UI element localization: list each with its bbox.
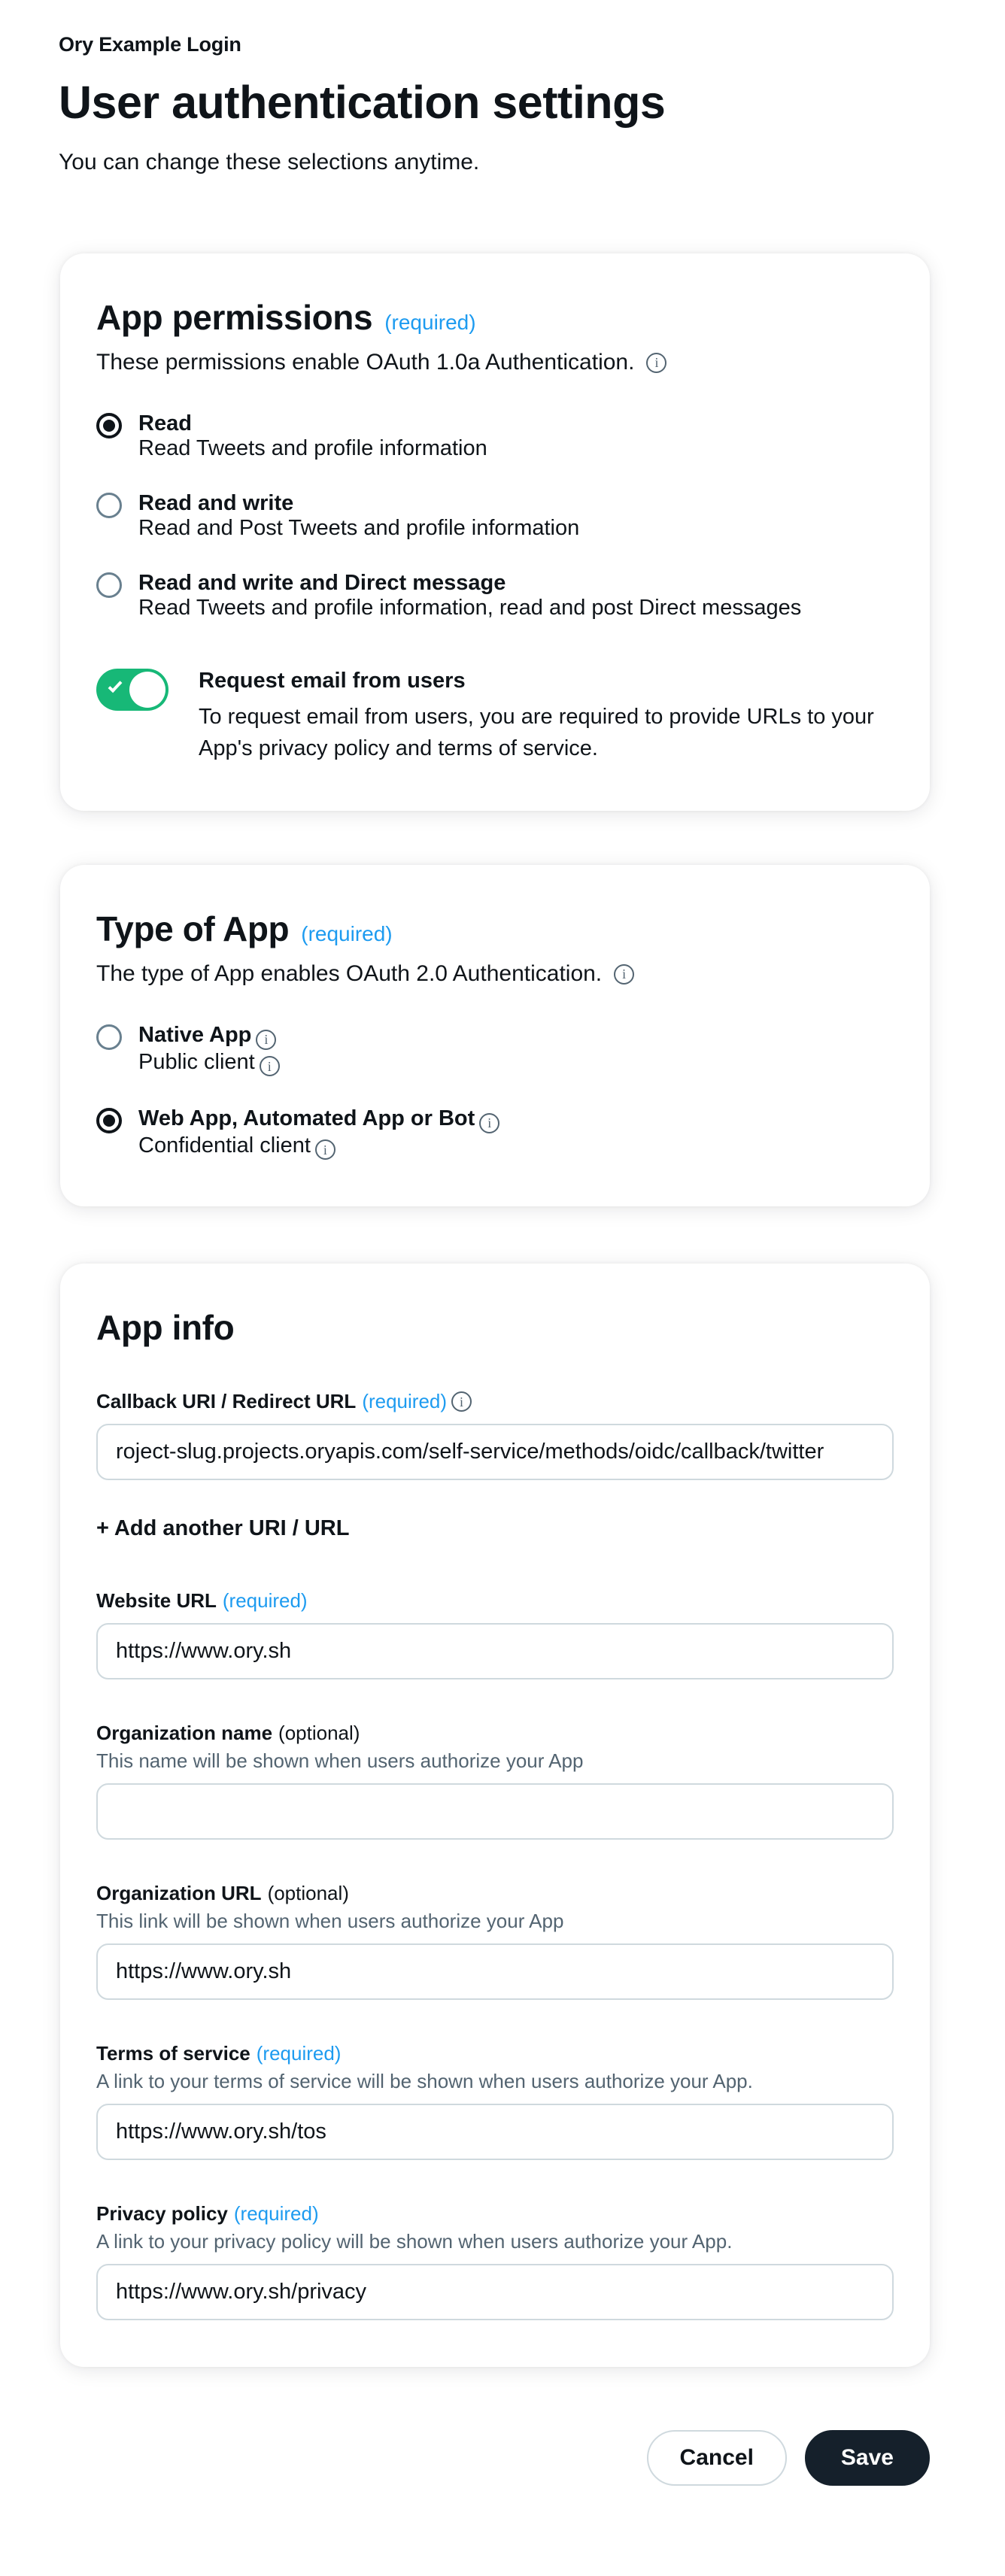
info-icon[interactable] [479,1113,499,1133]
check-icon [108,678,123,693]
app-permissions-required-tag: (required) [384,311,476,334]
info-icon[interactable] [260,1056,280,1076]
app-permissions-description [96,350,894,375]
terms-of-service-helper: A link to your terms of service will be shown when users authorize your App. [96,2070,753,2093]
website-url-field [96,1589,894,1679]
request-email-toggle[interactable] [96,669,169,711]
radio-option-native-app[interactable] [96,1023,894,1076]
radio-option-read-write[interactable] [96,491,894,541]
organization-name-input[interactable] [96,1783,894,1840]
info-icon[interactable] [646,353,666,373]
app-info-card [60,1264,930,2367]
organization-name-optional-tag: (optional) [278,1722,360,1745]
radio-option-read[interactable] [96,411,894,461]
app-permissions-title: App permissions [96,298,373,337]
radio-icon [96,572,122,598]
website-url-label: Website URL [96,1589,217,1613]
radio-option-read-write-dm-label: Read and write and Direct message [138,571,506,596]
organization-url-helper: This link will be shown when users authorize your App [96,1910,564,1933]
terms-of-service-field [96,2042,894,2160]
radio-option-web-app[interactable] [96,1106,894,1160]
terms-of-service-input[interactable] [96,2104,894,2160]
info-icon[interactable] [451,1391,472,1412]
terms-of-service-required-tag: (required) [256,2042,342,2065]
info-icon[interactable] [614,964,634,985]
privacy-policy-helper: A link to your privacy policy will be shown when users authorize your App. [96,2230,733,2253]
callback-uri-input[interactable] [96,1424,894,1480]
type-of-app-description-text: The type of App enables OAuth 2.0 Authentication. [96,961,603,987]
type-of-app-card [60,865,930,1206]
type-of-app-description [96,961,894,987]
privacy-policy-required-tag: (required) [233,2202,319,2226]
request-email-label: Request email from users [199,669,466,693]
page-subtitle: You can change these selections anytime. [59,150,480,174]
organization-name-field [96,1722,894,1840]
callback-uri-label: Callback URI / Redirect URL [96,1390,357,1413]
radio-icon [96,1024,122,1050]
radio-option-read-write-dm-description: Read Tweets and profile information, read and post Direct messages [138,596,802,620]
organization-url-field [96,1882,894,2000]
website-url-input[interactable] [96,1623,894,1679]
app-permissions-description-text: These permissions enable OAuth 1.0a Authentication. [96,350,635,375]
request-email-description: To request email from users, you are required to provide URLs to your App's privacy policy and terms of service. [199,705,874,761]
footer-actions [60,2430,930,2486]
type-of-app-radio-group [96,1023,894,1160]
app-info-title-row [96,1307,894,1348]
info-icon[interactable] [315,1139,336,1160]
radio-option-web-app-description: Confidential clienti [138,1133,499,1161]
cancel-button[interactable]: Cancel [647,2430,787,2486]
app-info-title: App info [96,1308,235,1348]
organization-url-label: Organization URL [96,1882,262,1905]
radio-option-read-label: Read [138,411,192,435]
privacy-policy-input[interactable] [96,2264,894,2320]
organization-url-optional-tag: (optional) [267,1882,349,1905]
type-of-app-title: Type of App [96,909,290,949]
radio-icon [96,413,122,438]
terms-of-service-label: Terms of service [96,2042,250,2065]
add-uri-button[interactable]: + Add another URI / URL [96,1516,350,1541]
website-url-required-tag: (required) [222,1589,308,1613]
radio-option-read-description: Read Tweets and profile information [138,436,487,461]
callback-uri-field [96,1390,894,1480]
radio-option-native-app-description: Public clienti [138,1050,280,1077]
radio-icon [96,1108,122,1133]
request-email-row [96,669,894,764]
page-title: User authentication settings [59,77,666,128]
app-name: Ory Example Login [59,33,241,56]
radio-option-native-app-label: Native Appi [138,1023,280,1050]
callback-uri-required-tag: (required) [362,1390,448,1413]
save-button[interactable]: Save [805,2430,930,2486]
toggle-knob [129,672,165,708]
type-of-app-required-tag: (required) [301,922,393,946]
organization-url-input[interactable] [96,1943,894,2000]
organization-name-label: Organization name [96,1722,273,1745]
radio-option-read-write-description: Read and Post Tweets and profile information [138,516,580,541]
radio-option-read-write-dm[interactable] [96,571,894,620]
radio-icon [96,493,122,518]
info-icon[interactable] [256,1030,276,1050]
page-header [0,33,1005,175]
app-permissions-card [60,253,930,811]
type-of-app-title-row [96,909,894,949]
app-permissions-title-row [96,297,894,338]
radio-option-web-app-label: Web App, Automated App or Boti [138,1106,499,1133]
organization-name-helper: This name will be shown when users authorize your App [96,1749,584,1773]
privacy-policy-label: Privacy policy [96,2202,228,2226]
app-permissions-radio-group [96,411,894,620]
radio-option-read-write-label: Read and write [138,491,294,516]
privacy-policy-field [96,2202,894,2320]
